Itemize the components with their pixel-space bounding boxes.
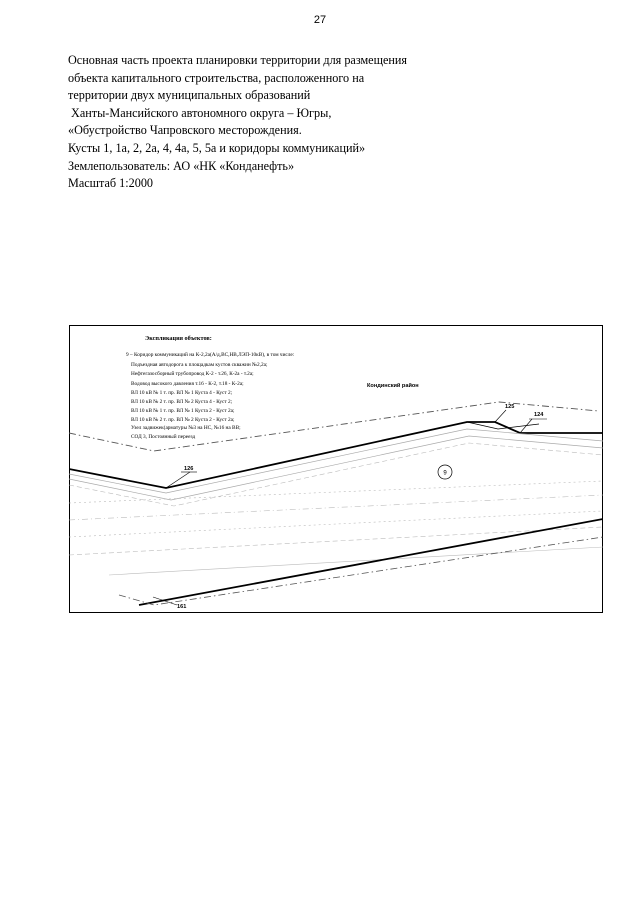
- heading-line: объекта капитального строительства, расположенного на: [68, 70, 365, 85]
- legend-title: Экспликация объектов:: [145, 335, 212, 342]
- page-number: 27: [313, 14, 327, 26]
- legend-line: ВЛ 10 кВ № 1 т. пр. ВЛ № 1 Куста 4 - Куст 2;: [131, 390, 233, 396]
- legend-line: Водовод высокого давления т.16 - К-2, т.18 - К-2а;: [131, 381, 244, 387]
- heading-line: Основная часть проекта планировки территории для размещения: [68, 53, 408, 67]
- heading-line: Ханты-Мансийского автономного округа – Югры,: [68, 105, 332, 120]
- heading-line: Землепользователь: АО «НК «Конданефть»: [68, 158, 295, 173]
- legend-line: СОД 3, Постоянный переезд: [131, 434, 196, 440]
- point-label: 124: [534, 412, 544, 418]
- legend-line: Нефтегазосборный трубопровод К-2 - т.26, К-2а - т.2а;: [131, 371, 254, 377]
- region-label: Кондинский район: [367, 383, 419, 389]
- point-label: 125: [505, 404, 515, 410]
- legend-line: ВЛ 10 кВ № 1 т. пр. ВЛ № 1 Куста 2 - Куст 2а;: [131, 408, 235, 414]
- heading-line: «Обустройство Чапровского месторождения.: [68, 123, 302, 138]
- point-label: 161: [177, 604, 187, 610]
- heading-line: Кусты 1, 1а, 2, 2а, 4, 4а, 5, 5а и коридоры коммуникаций»: [68, 140, 366, 155]
- planning-map: [69, 325, 603, 613]
- legend-line: ВЛ 10 кВ № 2 т. пр. ВЛ № 2 Куста 2 - Куст 2а;: [131, 417, 235, 423]
- legend-line: Подъездная автодорога к площадкам кустов скважин №2,2а;: [131, 362, 268, 368]
- legend-line: 9 – Коридор коммуникаций на К-2,2а(А/д,ВС,НВ,ЛЭП-10кВ), в том числе:: [126, 352, 295, 358]
- heading-line: территории двух муниципальных образований: [68, 88, 311, 103]
- point-label: 126: [184, 466, 194, 472]
- legend-line: Узел задвижек(арматуры №3 на НС, №16 на ВВ;: [131, 425, 241, 431]
- document-heading: [68, 52, 588, 193]
- map-border: [70, 326, 603, 613]
- legend-line: ВЛ 10 кВ № 2 т. пр. ВЛ № 2 Куста 4 - Куст 2;: [131, 399, 233, 405]
- object-number-label: 9: [443, 470, 447, 477]
- heading-line: Масштаб 1:2000: [68, 176, 154, 191]
